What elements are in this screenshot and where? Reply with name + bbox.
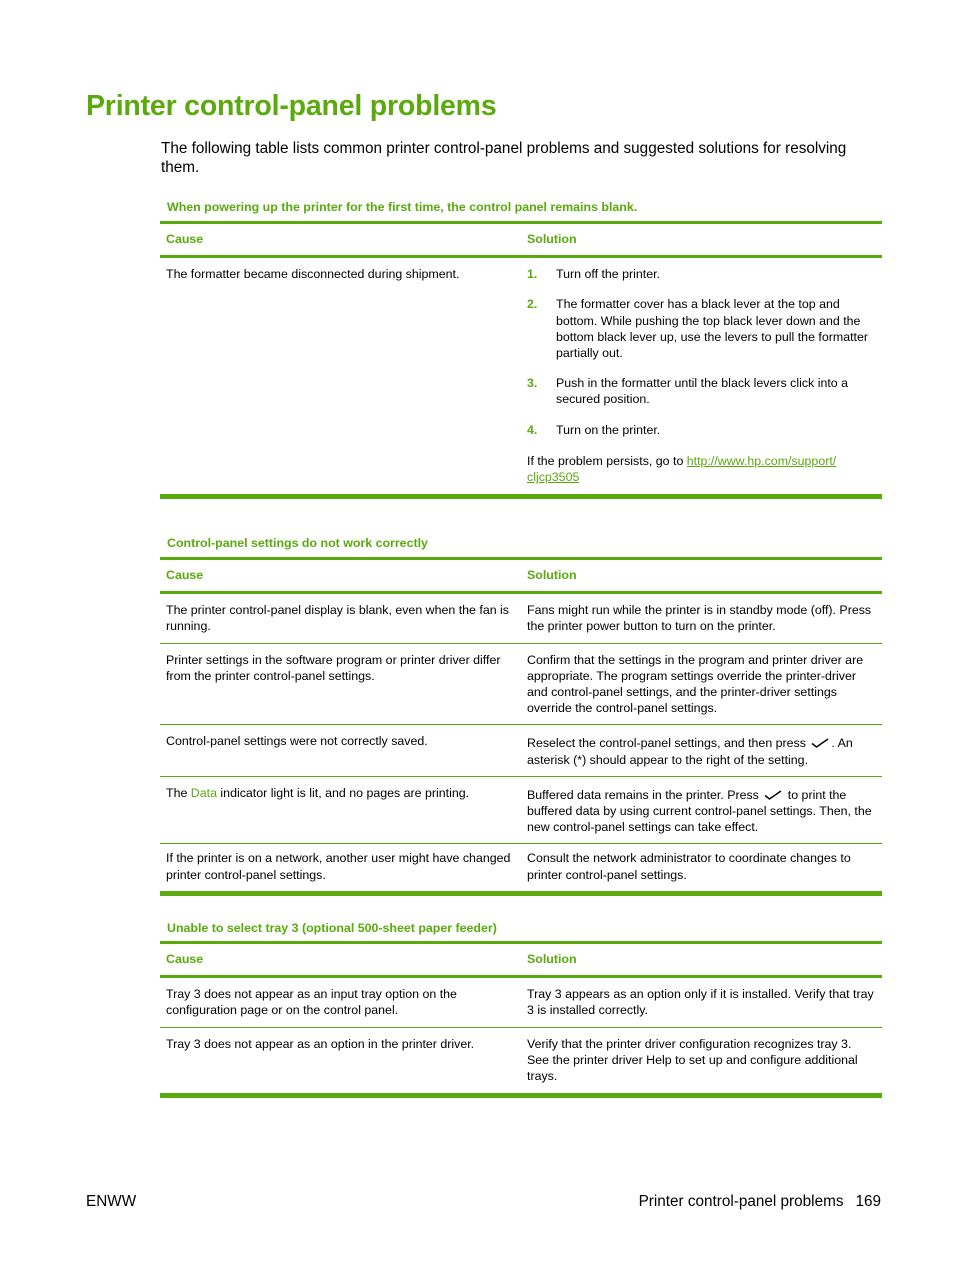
footer-section-label: Printer control-panel problems (638, 1193, 844, 1210)
table-row (160, 593, 882, 643)
cause-header: Cause (160, 559, 521, 593)
table-row (160, 1027, 882, 1096)
step-text: Turn off the printer. (556, 267, 661, 282)
solution-header: Solution (521, 559, 882, 593)
list-item (527, 296, 876, 361)
table3 (160, 941, 882, 1098)
solution-cell: Fans might run while the printer is in standby mode (off). Press the printer power button to turn on the printer. (521, 593, 882, 643)
steps-list (527, 266, 876, 438)
table-row (160, 725, 882, 776)
solution-header: Solution (521, 943, 882, 977)
solution-cell (521, 776, 882, 844)
table1-header-row (160, 223, 882, 257)
cause-header: Cause (160, 223, 521, 257)
step-text: The formatter cover has a black lever at the top and bottom. While pushing the top black lever down and the bottom black lever up, use the levers to pull the formatter partially out. (556, 297, 868, 361)
table2 (160, 557, 882, 896)
cause-cell (160, 776, 521, 844)
solution-text-b: to print the buffered data by using current control-panel settings. Then, the new control-panel settings can take effect. (527, 787, 872, 835)
step-text: Push in the formatter until the black levers click into a secured position. (556, 376, 849, 407)
persist-note (527, 453, 876, 485)
support-link-line1[interactable]: http://www.hp.com/support/ (686, 453, 837, 468)
table-row (160, 776, 882, 844)
data-indicator-label: Data (190, 785, 217, 800)
solution-cell: Consult the network administrator to coordinate changes to printer control-panel settings. (521, 844, 882, 893)
cause-header: Cause (160, 943, 521, 977)
table2-header-row (160, 559, 882, 593)
cause-cell: Tray 3 does not appear as an option in the printer driver. (160, 1027, 521, 1096)
solution-text-a: Buffered data remains in the printer. Press (527, 787, 763, 802)
solution-cell: Tray 3 appears as an option only if it is installed. Verify that tray 3 is installed correctly. (521, 977, 882, 1027)
solution-text-b: . An asterisk (*) should appear to the right of the setting. (527, 736, 853, 767)
solution-cell (521, 725, 882, 776)
cause-cell: The formatter became disconnected during shipment. (160, 257, 521, 497)
cause-cell: If the printer is on a network, another user might have changed printer control-panel settings. (160, 844, 521, 893)
list-item (527, 422, 876, 438)
solution-header: Solution (521, 223, 882, 257)
list-item (527, 375, 876, 407)
table3-header-row (160, 943, 882, 977)
table1-caption: When powering up the printer for the first time, the control panel remains blank. (167, 200, 638, 214)
table-row (160, 643, 882, 725)
intro-paragraph: The following table lists common printer control-panel problems and suggested solutions for resolving them. (161, 140, 847, 176)
table3-caption: Unable to select tray 3 (optional 500-sheet paper feeder) (167, 921, 497, 935)
solution-text-a: Reselect the control-panel settings, and then press (527, 736, 810, 751)
cause-text-a: The (166, 785, 191, 800)
checkmark-icon (811, 738, 829, 748)
page-number: 169 (855, 1193, 881, 1210)
step-number: 2. (527, 297, 538, 312)
cause-cell: The printer control-panel display is blank, even when the fan is running. (160, 593, 521, 643)
table-row (160, 977, 882, 1027)
table-row (160, 844, 882, 893)
step-number: 4. (527, 422, 538, 437)
table1 (160, 221, 882, 499)
table-row (160, 257, 882, 497)
checkmark-icon (764, 790, 782, 800)
support-link-line2[interactable]: cljcp3505 (527, 470, 580, 485)
cause-text-b: indicator light is lit, and no pages are printing. (216, 785, 470, 800)
step-text: Turn on the printer. (556, 422, 661, 437)
list-item (527, 266, 876, 282)
footer-right (639, 1193, 881, 1211)
footer-left: ENWW (86, 1193, 137, 1210)
solution-cell: Verify that the printer driver configuration recognizes tray 3. See the printer driver Help to set up and configure additional trays. (521, 1027, 882, 1096)
step-number: 1. (527, 267, 538, 282)
table2-caption: Control-panel settings do not work correctly (167, 536, 428, 550)
solution-cell: Confirm that the settings in the program and printer driver are appropriate. The program settings override the printer-driver and control-panel settings, and the printer-driver settings override the control-panel settings. (521, 643, 882, 725)
cause-cell: Printer settings in the software program or printer driver differ from the printer control-panel settings. (160, 643, 521, 725)
persist-text: If the problem persists, go to (527, 453, 687, 468)
solution-cell (521, 257, 882, 497)
cause-cell: Control-panel settings were not correctly saved. (160, 725, 521, 776)
step-number: 3. (527, 376, 538, 391)
page-title: Printer control-panel problems (86, 90, 497, 122)
cause-cell: Tray 3 does not appear as an input tray option on the configuration page or on the control panel. (160, 977, 521, 1027)
